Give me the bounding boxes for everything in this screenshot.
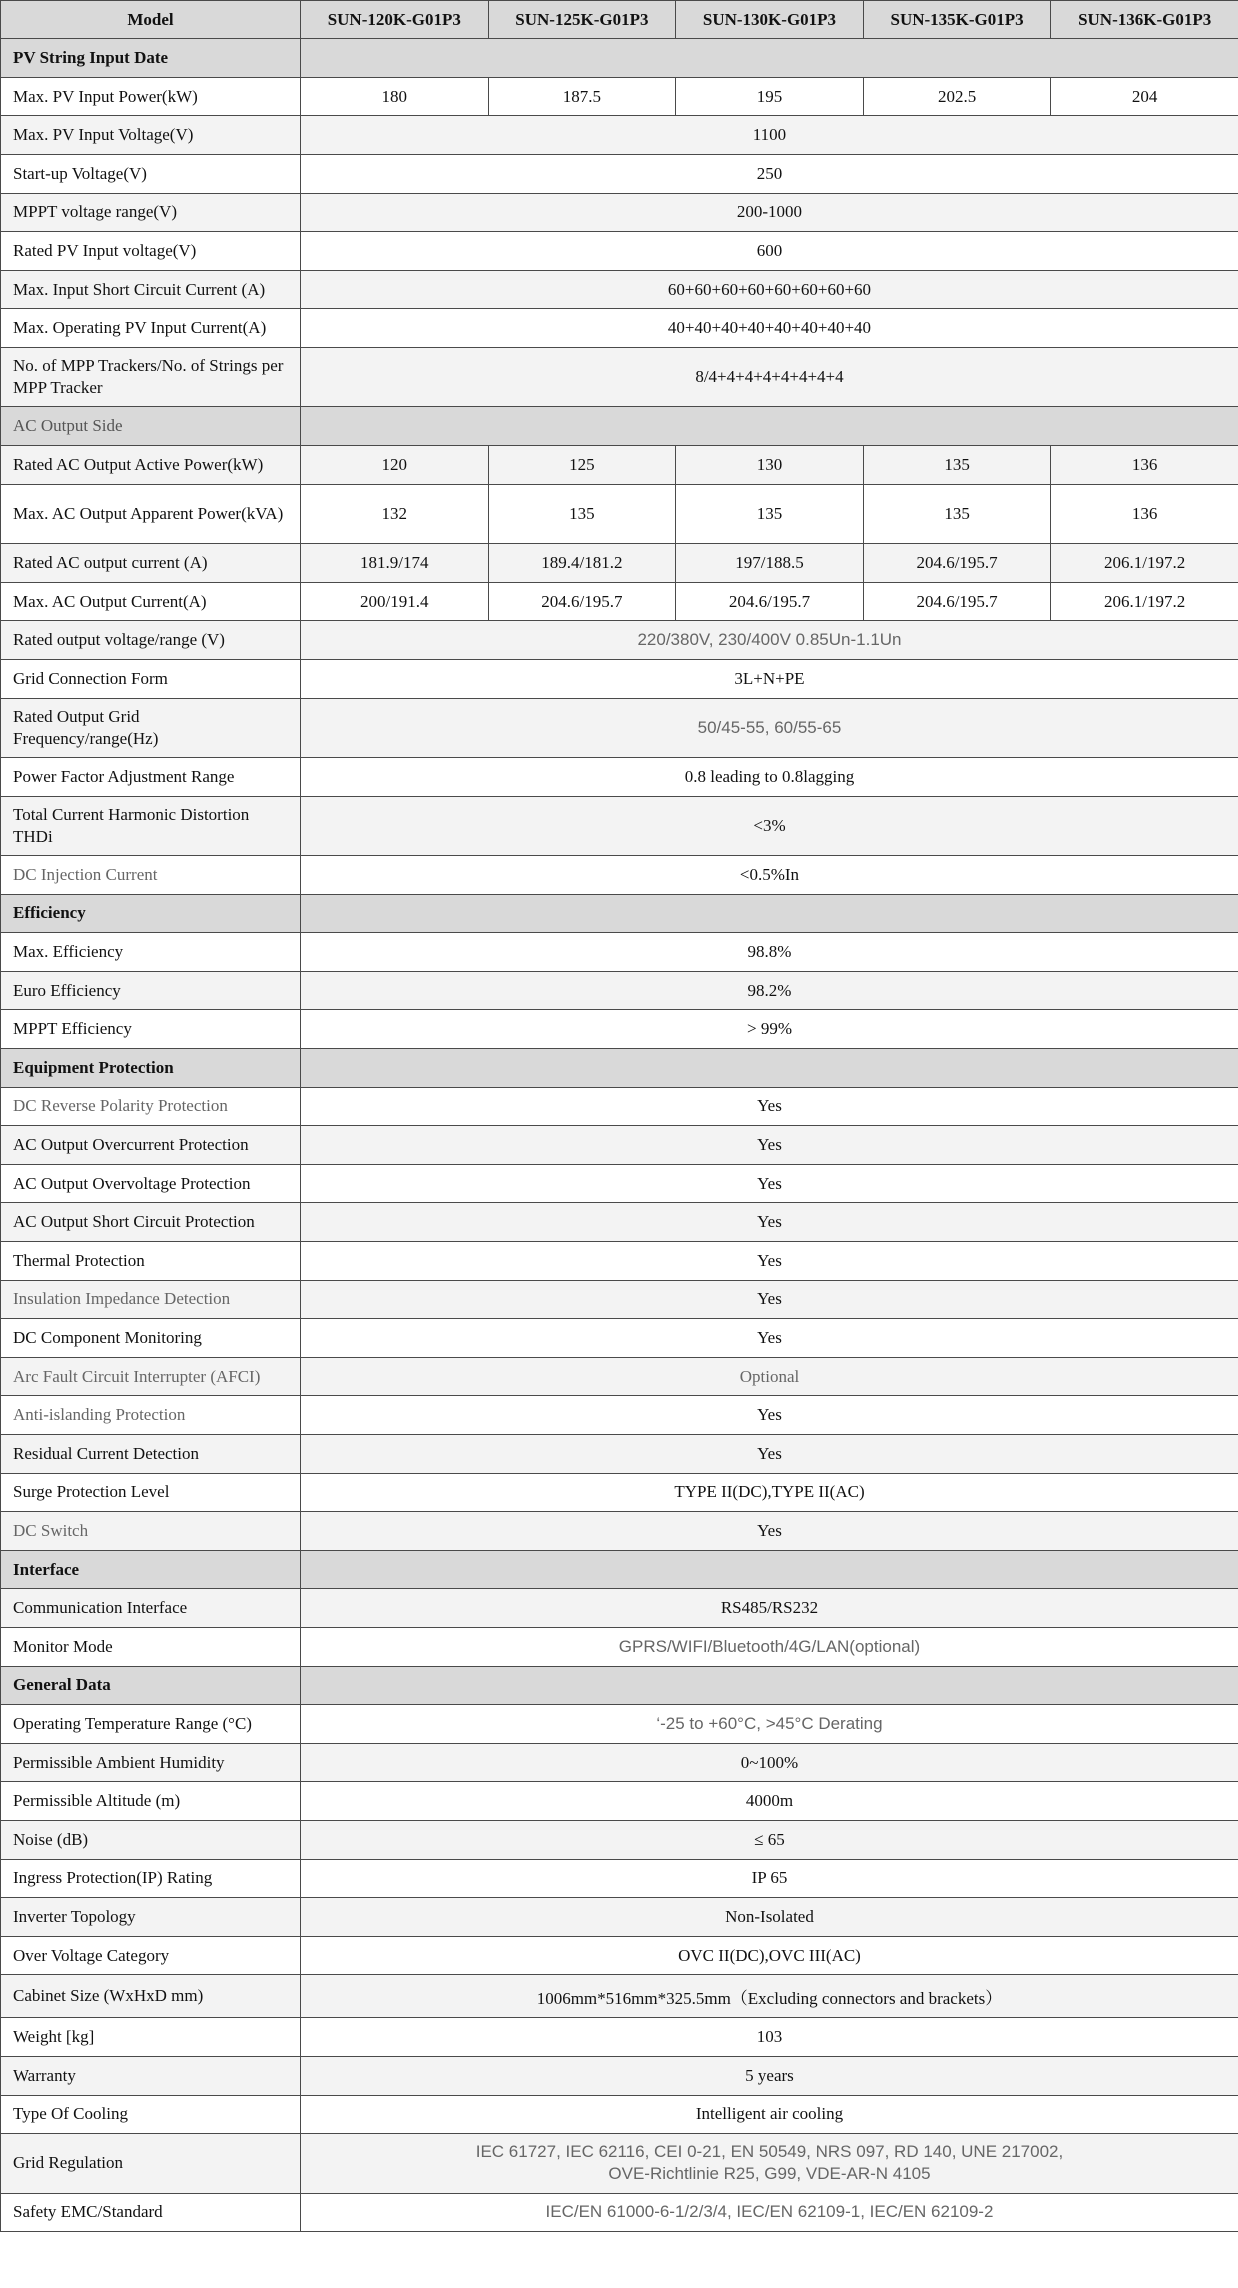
table-row — [1, 1357, 1238, 1396]
cell-value: Yes — [301, 1203, 1238, 1242]
cell-value: 204.6/195.7 — [676, 582, 864, 621]
row-label: Type Of Cooling — [1, 2095, 301, 2134]
table-row — [1, 1126, 1238, 1165]
cell-value: 1100 — [301, 116, 1238, 155]
cell-value: 132 — [301, 484, 489, 544]
row-label: DC Component Monitoring — [1, 1319, 301, 1358]
cell-value: 136 — [1051, 484, 1238, 544]
cell-value: 600 — [301, 232, 1238, 271]
cell-value: 187.5 — [488, 77, 676, 116]
cell-value: 135 — [863, 484, 1051, 544]
row-label: MPPT voltage range(V) — [1, 193, 301, 232]
table-row — [1, 1936, 1238, 1975]
table-row — [1, 933, 1238, 972]
cell-value: 60+60+60+60+60+60+60+60 — [301, 270, 1238, 309]
row-label: Cabinet Size (WxHxD mm) — [1, 1975, 301, 2018]
cell-value: 250 — [301, 154, 1238, 193]
row-label: Weight [kg] — [1, 2018, 301, 2057]
cell-value: 40+40+40+40+40+40+40+40 — [301, 309, 1238, 348]
row-label: Start-up Voltage(V) — [1, 154, 301, 193]
row-label: Max. Efficiency — [1, 933, 301, 972]
row-label: Max. Operating PV Input Current(A) — [1, 309, 301, 348]
row-label: Max. PV Input Voltage(V) — [1, 116, 301, 155]
cell-value: Yes — [301, 1319, 1238, 1358]
cell-value: TYPE II(DC),TYPE II(AC) — [301, 1473, 1238, 1512]
table-row — [1, 1589, 1238, 1628]
row-label: Grid Connection Form — [1, 659, 301, 698]
row-label: Rated PV Input voltage(V) — [1, 232, 301, 271]
cell-value: 0.8 leading to 0.8lagging — [301, 758, 1238, 797]
cell-value: Yes — [301, 1126, 1238, 1165]
table-row — [1, 1435, 1238, 1474]
row-label: AC Output Overcurrent Protection — [1, 1126, 301, 1165]
cell-value: 189.4/181.2 — [488, 544, 676, 583]
header-row — [1, 1, 1238, 39]
cell-value: 103 — [301, 2018, 1238, 2057]
table-row — [1, 1242, 1238, 1281]
table-row — [1, 2056, 1238, 2095]
row-label: MPPT Efficiency — [1, 1010, 301, 1049]
row-label: Insulation Impedance Detection — [1, 1280, 301, 1319]
model-column-header: SUN-135K-G01P3 — [863, 1, 1051, 39]
table-row — [1, 1396, 1238, 1435]
row-label: AC Output Overvoltage Protection — [1, 1164, 301, 1203]
cell-value: 98.2% — [301, 971, 1238, 1010]
cell-value: 202.5 — [863, 77, 1051, 116]
table-row — [1, 446, 1238, 485]
section-title: Interface — [1, 1550, 301, 1589]
section-row — [1, 1049, 1238, 1088]
section-row — [1, 1550, 1238, 1589]
table-row — [1, 1010, 1238, 1049]
section-fill — [301, 39, 1238, 78]
row-label: DC Reverse Polarity Protection — [1, 1087, 301, 1126]
table-row — [1, 77, 1238, 116]
cell-value: 0~100% — [301, 1743, 1238, 1782]
cell-value: IEC/EN 61000-6-1/2/3/4, IEC/EN 62109-1, IEC/EN 62109-2 — [301, 2193, 1238, 2232]
cell-value: Yes — [301, 1280, 1238, 1319]
cell-value: Yes — [301, 1242, 1238, 1281]
cell-value: <3% — [301, 796, 1238, 856]
cell-value: 135 — [676, 484, 864, 544]
cell-value: Yes — [301, 1512, 1238, 1551]
section-fill — [301, 407, 1238, 446]
row-label: Max. AC Output Current(A) — [1, 582, 301, 621]
row-label: Max. Input Short Circuit Current (A) — [1, 270, 301, 309]
row-label: Permissible Ambient Humidity — [1, 1743, 301, 1782]
cell-value: OVC II(DC),OVC III(AC) — [301, 1936, 1238, 1975]
cell-value: 180 — [301, 77, 489, 116]
row-label: No. of MPP Trackers/No. of Strings per MPP Tracker — [1, 347, 301, 407]
row-label: Over Voltage Category — [1, 1936, 301, 1975]
grid-regulation-line: OVE-Richtlinie R25, G99, VDE-AR-N 4105 — [608, 2164, 931, 2184]
table-row — [1, 1820, 1238, 1859]
model-column-header: SUN-125K-G01P3 — [488, 1, 676, 39]
cell-value: 136 — [1051, 446, 1238, 485]
row-label: Surge Protection Level — [1, 1473, 301, 1512]
section-fill — [301, 1666, 1238, 1705]
row-label: Operating Temperature Range (°C) — [1, 1705, 301, 1744]
row-label: Thermal Protection — [1, 1242, 301, 1281]
cell-value: IP 65 — [301, 1859, 1238, 1898]
table-row — [1, 270, 1238, 309]
cell-value: 120 — [301, 446, 489, 485]
row-label: Rated output voltage/range (V) — [1, 621, 301, 660]
table-row — [1, 1859, 1238, 1898]
cell-value: Yes — [301, 1396, 1238, 1435]
cell-value: 50/45-55, 60/55-65 — [301, 698, 1238, 758]
cell-value: 204.6/195.7 — [863, 582, 1051, 621]
section-title: General Data — [1, 1666, 301, 1705]
cell-value: ≤ 65 — [301, 1820, 1238, 1859]
section-title: PV String Input Date — [1, 39, 301, 78]
section-row — [1, 407, 1238, 446]
table-row — [1, 116, 1238, 155]
row-label: Residual Current Detection — [1, 1435, 301, 1474]
row-label: Ingress Protection(IP) Rating — [1, 1859, 301, 1898]
cell-value: Yes — [301, 1164, 1238, 1203]
table-row — [1, 796, 1238, 856]
row-label: DC Switch — [1, 1512, 301, 1551]
row-label: Rated AC output current (A) — [1, 544, 301, 583]
cell-value: 5 years — [301, 2056, 1238, 2095]
table-row — [1, 1627, 1238, 1666]
cell-value: Optional — [301, 1357, 1238, 1396]
cell-value: Yes — [301, 1087, 1238, 1126]
row-label: Max. AC Output Apparent Power(kVA) — [1, 484, 301, 544]
model-column-header: SUN-130K-G01P3 — [676, 1, 864, 39]
section-row — [1, 894, 1238, 933]
table-row — [1, 1203, 1238, 1242]
row-label: Max. PV Input Power(kW) — [1, 77, 301, 116]
row-label: Monitor Mode — [1, 1627, 301, 1666]
cell-value: 125 — [488, 446, 676, 485]
table-row — [1, 1898, 1238, 1937]
table-row — [1, 1319, 1238, 1358]
cell-value: 197/188.5 — [676, 544, 864, 583]
cell-value: 204 — [1051, 77, 1238, 116]
row-label: DC Injection Current — [1, 856, 301, 895]
table-row — [1, 1512, 1238, 1551]
section-fill — [301, 1550, 1238, 1589]
table-row — [1, 2134, 1238, 2194]
table-row — [1, 544, 1238, 583]
table-row — [1, 2095, 1238, 2134]
row-label: Rated AC Output Active Power(kW) — [1, 446, 301, 485]
section-title: AC Output Side — [1, 407, 301, 446]
cell-value: RS485/RS232 — [301, 1589, 1238, 1628]
table-row — [1, 698, 1238, 758]
table-row — [1, 659, 1238, 698]
table-row — [1, 2018, 1238, 2057]
table-row — [1, 1705, 1238, 1744]
row-label: Power Factor Adjustment Range — [1, 758, 301, 797]
cell-value: Non-Isolated — [301, 1898, 1238, 1937]
section-title: Equipment Protection — [1, 1049, 301, 1088]
table-row — [1, 856, 1238, 895]
row-label: Rated Output Grid Frequency/range(Hz) — [1, 698, 301, 758]
section-fill — [301, 1049, 1238, 1088]
cell-value: 204.6/195.7 — [488, 582, 676, 621]
model-column-header: SUN-136K-G01P3 — [1051, 1, 1238, 39]
cell-value: > 99% — [301, 1010, 1238, 1049]
cell-value: 3L+N+PE — [301, 659, 1238, 698]
table-row — [1, 1975, 1238, 2018]
table-row — [1, 484, 1238, 544]
cell-value: 8/4+4+4+4+4+4+4+4 — [301, 347, 1238, 407]
cell-value: Yes — [301, 1435, 1238, 1474]
row-label: Grid Regulation — [1, 2134, 301, 2194]
section-title: Efficiency — [1, 894, 301, 933]
table-row — [1, 1280, 1238, 1319]
cell-value — [301, 2134, 1238, 2194]
cell-value: 1006mm*516mm*325.5mm（Excluding connectors and brackets） — [301, 1975, 1238, 2018]
row-label: Anti-islanding Protection — [1, 1396, 301, 1435]
table-row — [1, 1473, 1238, 1512]
table-row — [1, 193, 1238, 232]
row-label: Inverter Topology — [1, 1898, 301, 1937]
grid-regulation-line: IEC 61727, IEC 62116, CEI 0-21, EN 50549, NRS 097, RD 140, UNE 217002, — [475, 2142, 1064, 2162]
model-column-header: SUN-120K-G01P3 — [301, 1, 489, 39]
cell-value: 130 — [676, 446, 864, 485]
row-label: Noise (dB) — [1, 1820, 301, 1859]
cell-value: 200/191.4 — [301, 582, 489, 621]
row-label: Warranty — [1, 2056, 301, 2095]
cell-value: 135 — [863, 446, 1051, 485]
table-row — [1, 621, 1238, 660]
cell-value: 200-1000 — [301, 193, 1238, 232]
cell-value: 206.1/197.2 — [1051, 544, 1238, 583]
row-label: Arc Fault Circuit Interrupter (AFCI) — [1, 1357, 301, 1396]
section-fill — [301, 894, 1238, 933]
cell-value: 135 — [488, 484, 676, 544]
table-row — [1, 2193, 1238, 2232]
cell-value: 181.9/174 — [301, 544, 489, 583]
cell-value: <0.5%In — [301, 856, 1238, 895]
table-row — [1, 232, 1238, 271]
cell-value: 204.6/195.7 — [863, 544, 1051, 583]
table-row — [1, 1164, 1238, 1203]
cell-value: Intelligent air cooling — [301, 2095, 1238, 2134]
row-label: AC Output Short Circuit Protection — [1, 1203, 301, 1242]
row-label: Safety EMC/Standard — [1, 2193, 301, 2232]
table-row — [1, 971, 1238, 1010]
cell-value: 220/380V, 230/400V 0.85Un-1.1Un — [301, 621, 1238, 660]
cell-value: ‘-25 to +60°C, >45°C Derating — [301, 1705, 1238, 1744]
cell-value: 206.1/197.2 — [1051, 582, 1238, 621]
table-row — [1, 1743, 1238, 1782]
table-row — [1, 1782, 1238, 1821]
section-row — [1, 1666, 1238, 1705]
row-label: Euro Efficiency — [1, 971, 301, 1010]
cell-value: 4000m — [301, 1782, 1238, 1821]
model-header: Model — [1, 1, 301, 39]
table-row — [1, 347, 1238, 407]
row-label: Total Current Harmonic Distortion THDi — [1, 796, 301, 856]
table-row — [1, 309, 1238, 348]
cell-value: 195 — [676, 77, 864, 116]
table-row — [1, 758, 1238, 797]
cell-value: 98.8% — [301, 933, 1238, 972]
row-label: Communication Interface — [1, 1589, 301, 1628]
cell-value: GPRS/WIFI/Bluetooth/4G/LAN(optional) — [301, 1627, 1238, 1666]
table-row — [1, 582, 1238, 621]
table-row — [1, 1087, 1238, 1126]
table-row — [1, 154, 1238, 193]
row-label: Permissible Altitude (m) — [1, 1782, 301, 1821]
section-row — [1, 39, 1238, 78]
